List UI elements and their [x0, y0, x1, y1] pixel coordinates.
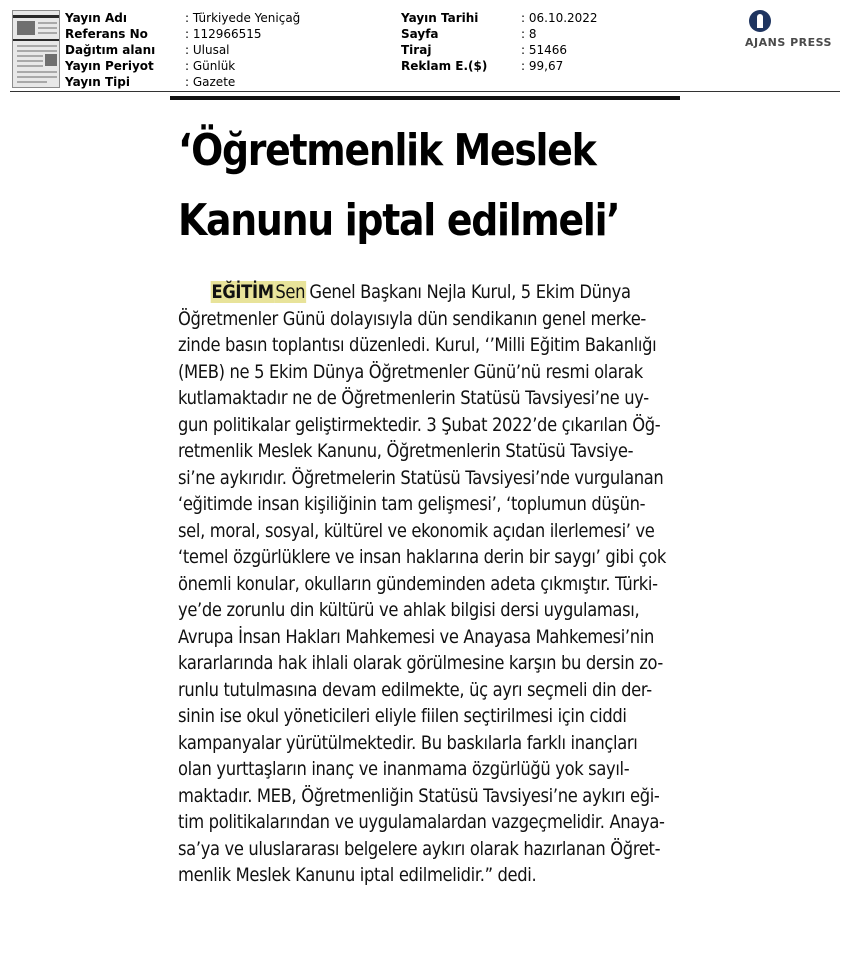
meta-value: : Günlük	[185, 59, 236, 73]
meta-label: Dağıtım alanı	[65, 43, 156, 57]
meta-row-reference-no	[65, 26, 300, 42]
meta-label: Yayın Adı	[65, 11, 127, 25]
body-line: retmenlik Meslek Kanunu, Öğretmenlerin Statüsü Tavsiye-	[178, 440, 634, 462]
meta-value: : 51466	[521, 43, 568, 57]
body-line: (MEB) ne 5 Ekim Dünya Öğretmenler Günü’nü resmi olarak	[178, 360, 643, 383]
meta-row-publication-period	[65, 58, 300, 74]
body-line: kararlarında hak ihlali olarak görülmesine karşın bu dersin zo-	[178, 652, 663, 674]
body-line: ‘eğitimde insan kişiliğinin tam gelişmesi’, ‘toplumun düşün-	[178, 493, 646, 515]
body-line: kutlamaktadır ne de Öğretmenlerin Statüsü Tavsiyesi’ne uy-	[178, 387, 649, 409]
logo-text: AJANS PRESS	[745, 36, 832, 49]
body-line: sinin ise okul yöneticileri eliyle fiilen seçtirilmesi için ciddi	[178, 705, 627, 727]
meta-value: : 06.10.2022	[521, 11, 598, 25]
organization-name-highlight: EĞİTİM	[211, 281, 274, 303]
meta-label: Sayfa	[401, 27, 439, 41]
body-line: sa’ya ve uluslararası belgelere aykırı olarak hazırlanan Öğret-	[178, 837, 661, 860]
meta-label: Yayın Periyot	[65, 59, 154, 73]
meta-row-distribution-area	[65, 42, 300, 58]
body-line: tim politikalarından ve uygulamalardan vazgeçmelidir. Anaya-	[178, 811, 665, 833]
meta-label: Yayın Tarihi	[401, 11, 479, 25]
meta-value: : 8	[521, 27, 537, 41]
body-text: Genel Başkanı Nejla Kurul, 5 Ekim Dünya	[309, 281, 631, 303]
body-line: maktadır. MEB, Öğretmenliğin Statüsü Tavsiyesi’ne aykırı eği-	[178, 784, 660, 807]
meta-value: : 99,67	[521, 59, 564, 73]
ajans-press-logo-icon	[749, 10, 771, 32]
meta-row-publication-type	[65, 74, 300, 90]
meta-row-publication-name	[65, 10, 300, 26]
body-line: Öğretmenler Günü dolayısıyla dün sendikanın genel merke-	[178, 307, 646, 330]
article-headline	[178, 116, 625, 256]
body-line: zinde basın toplantısı düzenledi. Kurul, ‘’Milli Eğitim Bakanlığı	[178, 334, 657, 356]
newspaper-thumbnail	[12, 10, 60, 88]
meta-row-publication-date	[401, 10, 598, 26]
article-top-rule	[170, 96, 680, 100]
body-line: ‘temel özgürlüklere ve insan haklarına derin bir saygı’ gibi çok	[178, 546, 667, 568]
body-line: runlu tutulmasına devam edilmekte, üç ayrı seçmeli din der-	[178, 678, 652, 701]
meta-label: Tiraj	[401, 43, 432, 57]
body-line: menlik Meslek Kanunu iptal edilmelidir.” dedi.	[178, 864, 537, 886]
body-line-first	[178, 279, 631, 306]
meta-row-circulation	[401, 42, 598, 58]
meta-row-ad-equivalent	[401, 58, 598, 74]
headline-line: ‘Öğretmenlik Meslek	[178, 125, 596, 176]
meta-label: Referans No	[65, 27, 148, 41]
headline-line: Kanunu iptal edilmeli’	[178, 195, 620, 246]
meta-value: : Türkiyede Yeniçağ	[185, 11, 301, 25]
body-line: ye’de zorunlu din kültürü ve ahlak bilgisi dersi uygulaması,	[178, 599, 640, 621]
body-line: sel, moral, sosyal, kültürel ve ekonomik açıdan ilerlemesi’ ve	[178, 519, 655, 542]
body-line: Avrupa İnsan Hakları Mahkemesi ve Anayasa Mahkemesi’nin	[178, 625, 654, 648]
meta-label: Yayın Tipi	[65, 75, 130, 89]
publication-meta-right	[401, 10, 598, 74]
meta-value: : 112966515	[185, 27, 262, 41]
header-divider	[10, 91, 840, 92]
body-line: önemli konular, okulların gündeminden adeta çıkmıştır. Türki-	[178, 572, 658, 595]
meta-value: : Gazete	[185, 75, 236, 89]
meta-value: : Ulusal	[185, 43, 230, 57]
body-line: gun politikalar geliştirmektedir. 3 Şubat 2022’de çıkarılan Öğ-	[178, 413, 661, 436]
meta-label: Reklam E.($)	[401, 59, 488, 73]
meta-row-page	[401, 26, 598, 42]
ajans-press-logo	[744, 10, 840, 50]
body-line: olan yurttaşların inanç ve inanmama özgürlüğü yok sayıl-	[178, 758, 630, 780]
article-body	[178, 279, 667, 889]
organization-name-highlight-rest: Sen	[275, 281, 306, 303]
publication-meta-left	[65, 10, 300, 90]
body-line: si’ne aykırıdır. Öğretmelerin Statüsü Tavsiyesi’nde vurgulanan	[178, 466, 664, 489]
body-line: kampanyalar yürütülmektedir. Bu baskılarla farklı inançları	[178, 731, 638, 754]
